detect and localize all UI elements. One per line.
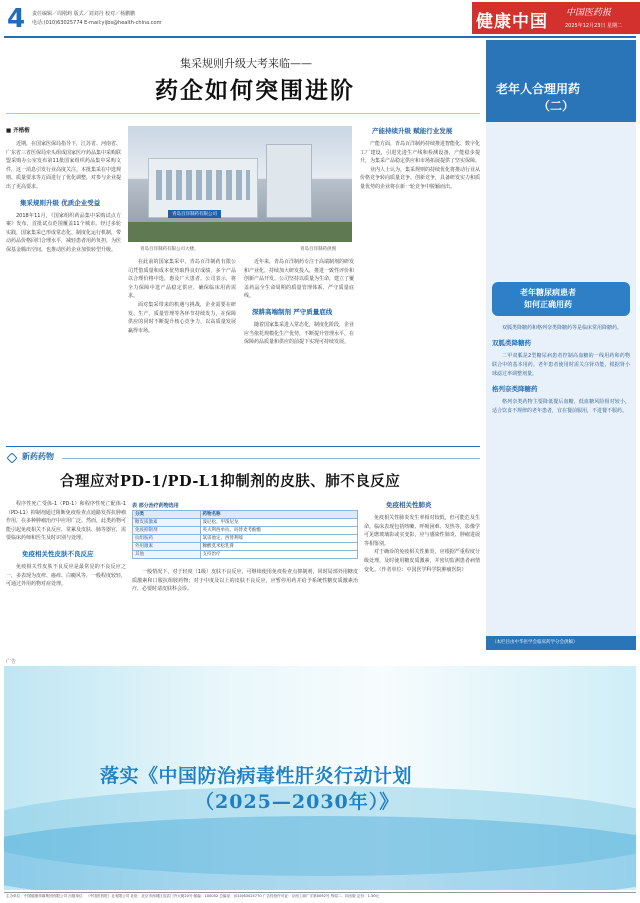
story2-col3 bbox=[364, 500, 480, 650]
story1-col1-para-a: 近期，在国家医保局指导下，江苏省、河南省、广东省三省医保局牵头组成国家医疗药品集中采购联盟采购办公室发布第11批国家组织药品集中采购文件，这一消息引发行业高度关注。本批集采在中选规则、质量要求等方面进行了优化调整，对参与企业提出了更高要求。 bbox=[6, 141, 121, 190]
photo-caption: 青岛百洋制药有限公司大楼。 bbox=[140, 247, 199, 252]
story2-subhead-1: 免疫相关性皮肤不良反应 bbox=[22, 549, 94, 558]
table-cell: 泼尼松、甲泼尼龙 bbox=[200, 519, 358, 527]
table-cell: 其他 bbox=[133, 551, 201, 559]
story1-headline: 药企如何突围进阶 bbox=[155, 77, 355, 104]
story1-col2-para-b: 面对集采带来的机遇与挑战，企业需要在研发、生产、质量管理等各环节持续发力，在保障供应的同时不断提升核心竞争力，以高质量发展赢得市场。 bbox=[128, 301, 236, 334]
story2-col1-text: 程序性死亡受体-1（PD-1）和程序性死亡配体-1（PD-L1）抑制剂通过阻断免疫检查点通路发挥抗肿瘤作用，在多种肿瘤治疗中应用广泛。然而，此类药物可能引起免疫相关不良反应，常累及皮肤、肺等器官，需要临床药师和医生及时识别与处理。 bbox=[6, 501, 126, 542]
story2-col1 bbox=[6, 500, 126, 650]
story2-col3-text: 免疫相关性肺炎发生率相对较低，但可能危及生命。临床表现包括咳嗽、呼吸困难、发热等，影像学可见磨玻璃影或实变影，应与感染性肺炎、肿瘤进展等相鉴别。 bbox=[364, 515, 480, 547]
story1-col4-para-b: 业内人士认为，集采规则的持续优化将推动行业从价格竞争转向质量竞争、创新竞争，具备研发实力和质量优势的企业将在新一轮竞争中脱颖而出。 bbox=[360, 166, 480, 190]
footer-rule bbox=[4, 892, 636, 893]
table-row bbox=[133, 543, 358, 551]
table-cell: 抗组胺药 bbox=[133, 535, 201, 543]
sidebar-sub-a: 双胍类降糖药 bbox=[492, 339, 531, 347]
story2-col3-text-b: 对于确诊的免疫相关性肺炎，应根据严重程度分级处理，及时使用糖皮质激素，并密切监测患者病情变化。（作者单位：中国医学科学院肿瘤医院） bbox=[364, 549, 480, 573]
story1-byline: ■ 齐楷楷 bbox=[6, 128, 30, 134]
story1-col2-para-a: 在此前的国家集采中，青岛百洋制药有限公司凭借质量和成本优势取得良好成绩，多个产品以合理价格中选，惠及广大患者。公司表示，将全力保障中选产品稳定供应，确保临床用药需求。 bbox=[128, 259, 236, 300]
story1-col1-para-b: 2018年11月，《国家组织药品集中采购试点方案》发布，首批试点范围覆盖11个城市。经过多轮实践，国家集采已形成常态化、制度化运行机制，带动药品价格回归合理水平，减轻患者用药负担，为医保基金腾出空间，也推动医药企业加快转型升级。 bbox=[6, 212, 121, 253]
story1-kicker: 集采规则升级大考来临—— bbox=[180, 57, 312, 70]
table-cell: 糖皮质激素 bbox=[133, 519, 201, 527]
table-row bbox=[133, 527, 358, 535]
table-cell: 英夫利西单抗、吗替麦考酚酯 bbox=[200, 527, 358, 535]
table-header-row bbox=[133, 511, 358, 519]
sidebar-para-a: 二甲双胍是2型糖尿病患者控制高血糖的一线用药和药物联合中的基本用药。老年患者使用时需关注肾功能，根据肾小球滤过率调整剂量。 bbox=[492, 353, 630, 377]
table-cell: 药物名称 bbox=[200, 511, 358, 519]
drug-table bbox=[132, 510, 358, 559]
story2-label-rule bbox=[62, 458, 480, 459]
section-title: 健康中国 bbox=[476, 12, 548, 32]
ad-line-2: （2025—2030年）》 bbox=[195, 791, 400, 813]
story1-col3-para-a: 近年来，青岛百洋制药专注于高端制剂的研发和产业化，持续加大研发投入，推进一致性评价和创新产品开发。公司坚持以质量为生命，建立了覆盖药品全生命周期的质量管理体系，严守质量底线。 bbox=[244, 259, 354, 300]
building-windows bbox=[156, 170, 250, 200]
story1-col3 bbox=[244, 258, 354, 440]
story2-col2-text: 一般情况下，对于轻度（1级）皮肤不良反应，可继续使用免疫检查点抑制剂，同时局部外用糖皮质激素和口服抗组胺药物；对于中度及以上的皮肤不良反应，应暂停用药并给予系统性糖皮质激素治疗，必要时请皮肤科会诊。 bbox=[132, 569, 358, 593]
story1-col2 bbox=[128, 258, 236, 440]
story2-col2 bbox=[132, 568, 358, 650]
sidebar-body bbox=[492, 324, 630, 634]
trees bbox=[128, 222, 352, 242]
story2-subhead-2: 免疫相关性肺炎 bbox=[386, 501, 432, 509]
table-cell: 分类 bbox=[133, 511, 201, 519]
story1-col1 bbox=[6, 140, 121, 440]
sidebar-para-b: 格列奈类药物主要降低餐后血糖，低血糖风险相对较小，适合饮食不规律的老年患者，宜在餐前服用，不进餐不服药。 bbox=[492, 399, 630, 414]
story2-headline: 合理应对PD-1/PD-L1抑制剂的皮肤、肺不良反应 bbox=[60, 473, 401, 490]
paper-name: 中国医药报 bbox=[566, 8, 612, 18]
photo-credit: 青岛百洋制药供图 bbox=[300, 247, 336, 252]
sidebar-pill-line-2: 如何正确用药 bbox=[524, 300, 572, 309]
ad-wave-2 bbox=[4, 816, 636, 890]
table-row bbox=[133, 535, 358, 543]
sidebar-title-1: 老年人合理用药 bbox=[496, 82, 581, 96]
footer-imprint: 主办单位：中国健康传媒集团有限公司 出版单位：《中国医药报》社有限公司 社址：北京市西城区宣武门外大街20号 邮编：100052 总编室：(010)63025770 广告经营许可证：京西工商广字第0092号 每周二、四出版 定价：1.50元 bbox=[6, 894, 380, 898]
story1-col4-para-a: 产能方面，青岛百洋制药持续推进智能化、数字化工厂建设，引进先进生产线和检测设备，产能稳步提升，为集采产品稳定供应和市场拓展提供了坚实保障。 bbox=[360, 141, 480, 165]
building-tower bbox=[266, 144, 312, 218]
table-cell: 支持治疗 bbox=[200, 551, 358, 559]
story1-subhead-1: 集采规则升级 优质企业受益 bbox=[20, 198, 101, 207]
page-number: 4 bbox=[7, 4, 26, 34]
story2-table-caption: 表 部分治疗药物选用 bbox=[132, 503, 179, 509]
story1-subhead-2: 深耕高端制剂 严守质量底线 bbox=[252, 307, 333, 316]
table-cell: 氯雷他定、西替利嗪 bbox=[200, 535, 358, 543]
story2-section-label: 新药药物 bbox=[22, 452, 54, 461]
headline-rule bbox=[6, 113, 480, 114]
sidebar-title-2: （二） bbox=[538, 99, 575, 113]
sidebar-pill-line-1: 老年糖尿病患者 bbox=[520, 288, 576, 297]
story2-table-wrap bbox=[132, 510, 358, 559]
table-cell: 外用激素 bbox=[133, 543, 201, 551]
story2-divider bbox=[6, 446, 480, 447]
ad-label: 广告 bbox=[6, 659, 17, 665]
table-cell: 免疫抑制剂 bbox=[133, 527, 201, 535]
sidebar-sub-b: 格列奈类降糖药 bbox=[492, 385, 538, 393]
header-rule bbox=[4, 36, 636, 38]
sidebar-footer: （本栏目由中华医学会临床药学分会供稿） bbox=[492, 640, 578, 645]
company-sign: 青岛百洋制药有限公司 bbox=[168, 210, 221, 218]
issue-date: 2025年12月23日 星期二 bbox=[565, 23, 623, 29]
sidebar-intro: 双胍类降糖药和格列奈类降糖药等是临床常用降糖药。 bbox=[502, 325, 623, 331]
table-cell: 糠酸莫米松乳膏 bbox=[200, 543, 358, 551]
editors-line: 责任编辑／周刚莉 版式／刘刘丹 校对／杨鹏鹏 bbox=[32, 11, 136, 17]
ad-line-1: 落实《中国防治病毒性肝炎行动计划 bbox=[100, 765, 413, 787]
pill-icon bbox=[6, 452, 17, 463]
story1-col4 bbox=[360, 126, 480, 440]
table-row bbox=[133, 551, 358, 559]
story1-subhead-3: 产能持续升级 赋能行业发展 bbox=[372, 127, 453, 135]
table-row bbox=[133, 519, 358, 527]
contacts-line: 电话:(010)63025774 E-mail:yijbs@health-china.com bbox=[32, 20, 162, 26]
story2-col1-text-b: 免疫相关性皮肤不良反应是最常见的不良反应之一，多表现为皮疹、瘙痒、白癜风等，一般程度较轻，可通过外用药物对症处理。 bbox=[6, 563, 126, 588]
factory-photo bbox=[128, 126, 352, 242]
story1-col3-para-b: 随着国家集采进入常态化，制度化阶段，企业应当依托规模化生产优势，不断提升管理水平，在保障药品质量和供应的前提下实现可持续发展。 bbox=[244, 321, 354, 346]
